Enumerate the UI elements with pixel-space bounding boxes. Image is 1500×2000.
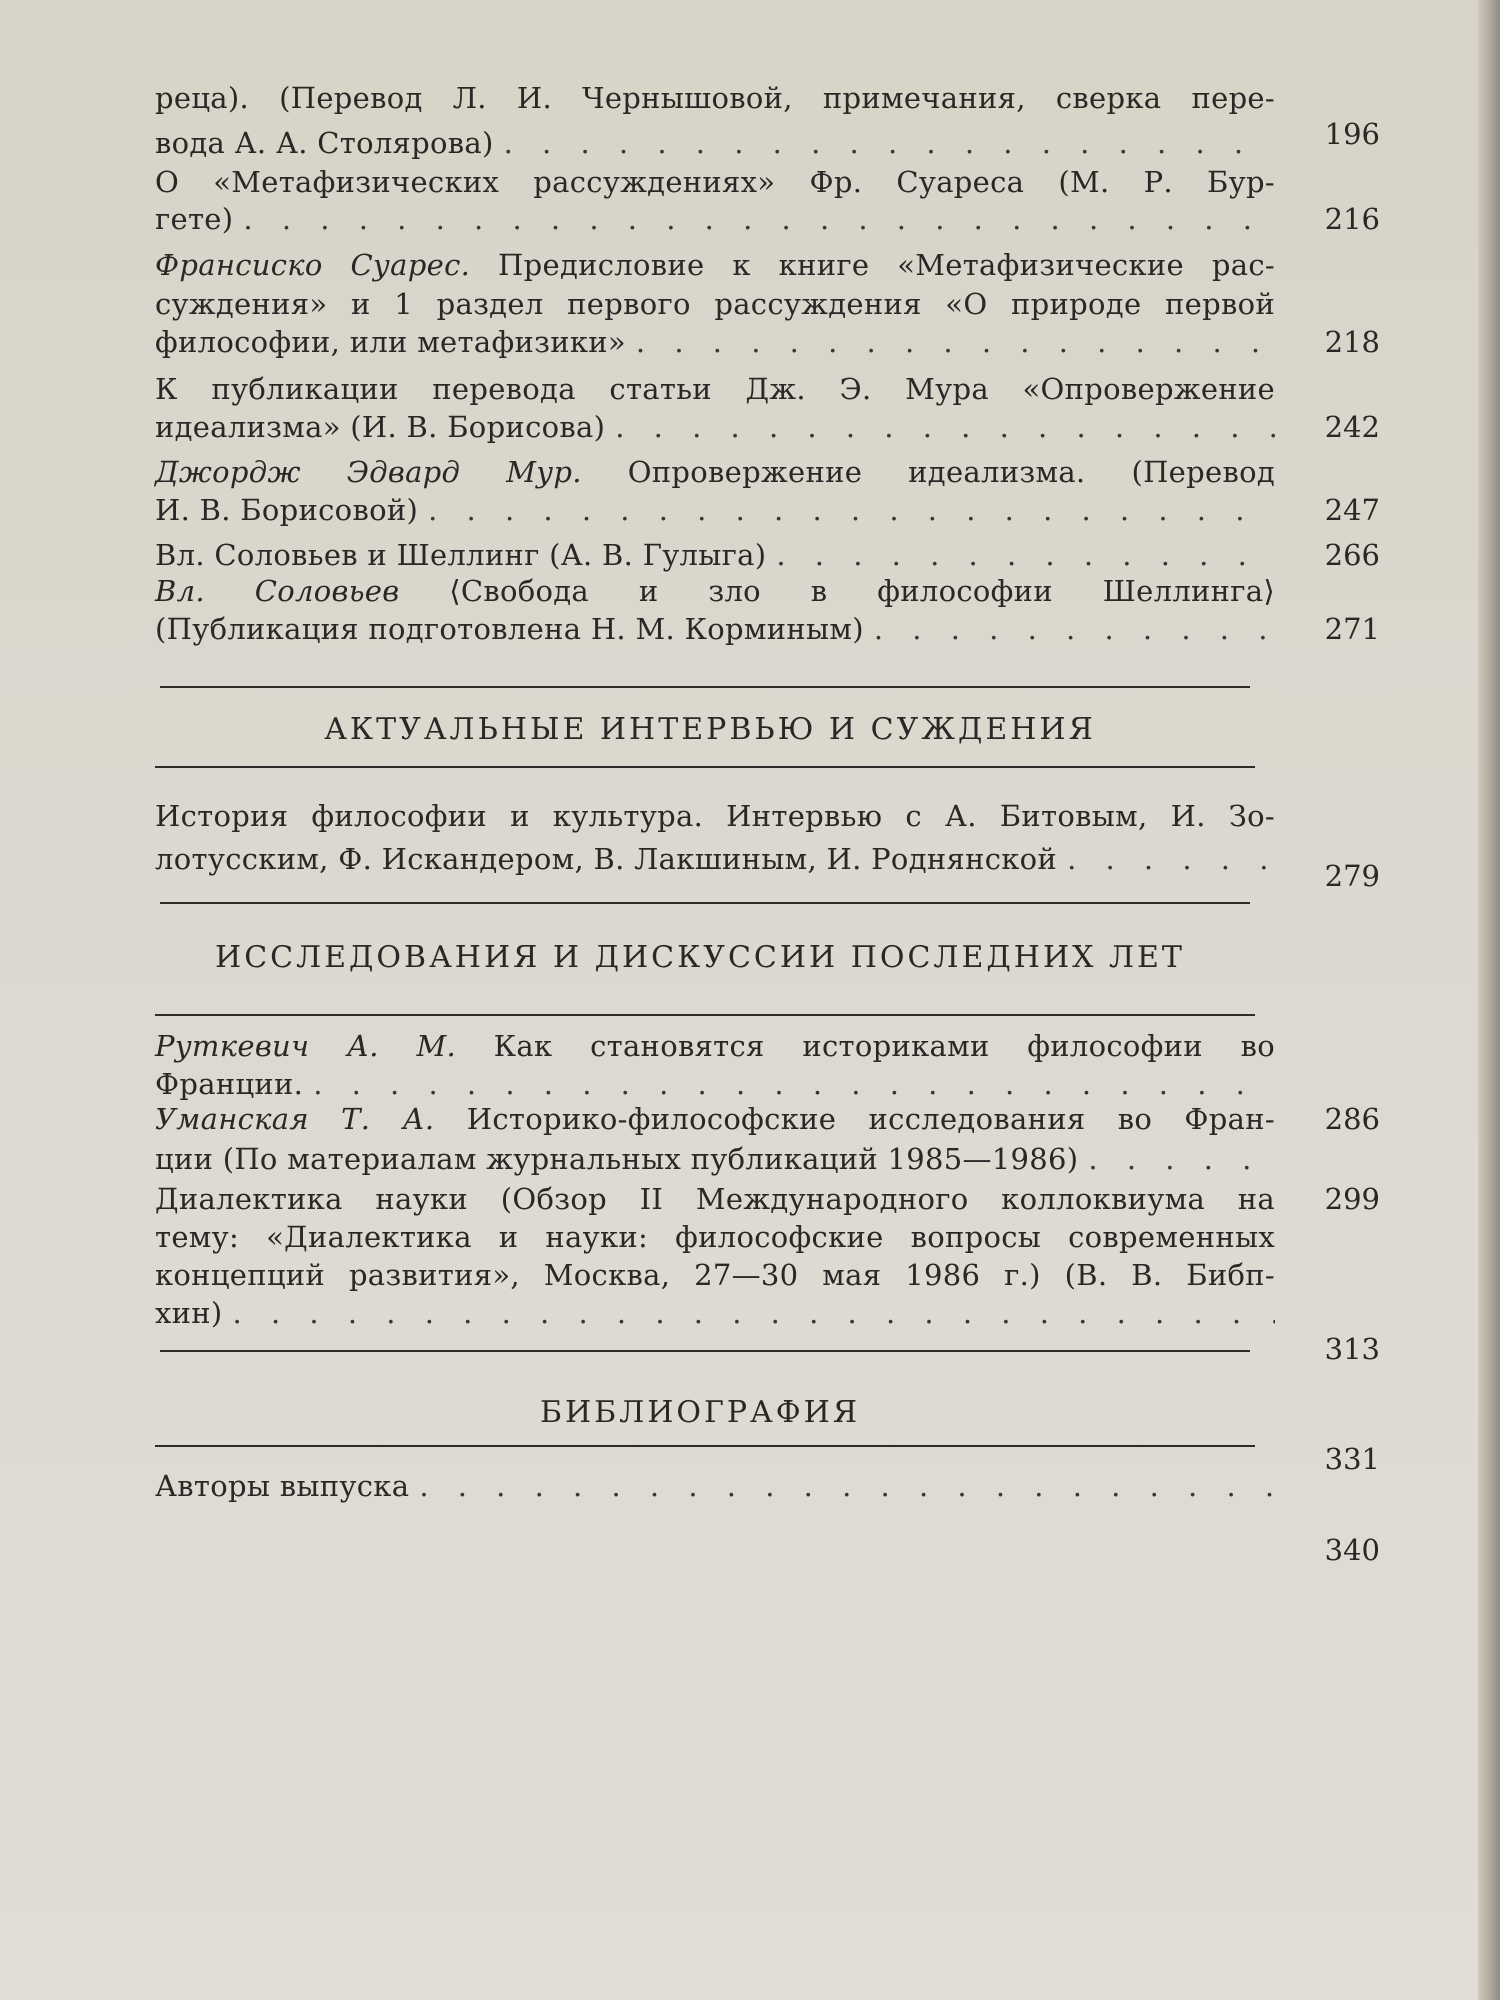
entry-author: Джордж Эдвард Мур. — [155, 455, 582, 489]
entry-line — [155, 1467, 1275, 1505]
entry-line — [155, 536, 1275, 574]
entry-text — [155, 200, 233, 238]
entry-text — [155, 455, 1275, 489]
entry-title: реца). (Перевод Л. И. Чернышовой, примечания, сверка пере- — [155, 81, 1275, 115]
entry-text — [155, 1294, 223, 1332]
entry-line — [155, 163, 1275, 201]
entry-title: История философии и культура. Интервью с А. Битовым, И. Зо- — [155, 799, 1275, 833]
entry-title: О «Метафизических рассуждениях» Фр. Суареса (М. Р. Бур- — [155, 165, 1275, 199]
entry-author: Уманская Т. А. — [155, 1102, 435, 1136]
entry-title: тему: «Диалектика и науки: философские вопросы современных — [155, 1220, 1275, 1254]
entry-line — [155, 453, 1275, 491]
entry-line — [155, 1140, 1275, 1178]
entry-line — [155, 1065, 1275, 1103]
entry-title: хин) — [155, 1296, 223, 1330]
entry-title: концепций развития», Москва, 27—30 мая 1986 г.) (В. В. Бибп- — [155, 1258, 1275, 1292]
entry-text — [155, 124, 494, 162]
dot-leader — [504, 124, 1275, 162]
section-rule-top — [160, 902, 1250, 904]
section-rule-top — [160, 1350, 1250, 1352]
dot-leader — [1067, 840, 1275, 878]
entry-line — [155, 840, 1275, 878]
entry-title: Вл. Соловьев и Шеллинг (А. В. Гулыга) — [155, 538, 767, 572]
entry-line — [155, 200, 1275, 238]
entry-text — [155, 1220, 1275, 1254]
entry-line — [155, 797, 1275, 835]
entry-line — [155, 1256, 1275, 1294]
entry-author: Руткевич А. М. — [155, 1029, 456, 1063]
entry-text — [155, 287, 1275, 321]
entry-text — [155, 1140, 1078, 1178]
entry-line — [155, 79, 1275, 117]
entry-text — [155, 840, 1057, 878]
entry-title: суждения» и 1 раздел первого рассуждения «О природе первой — [155, 287, 1275, 321]
section-rule-bottom — [155, 1014, 1255, 1016]
dot-leader — [233, 1294, 1275, 1332]
entry-line — [155, 1218, 1275, 1256]
page-number: 196 — [1324, 117, 1380, 151]
section-rule-bottom — [155, 766, 1255, 768]
entry-title: Диалектика науки (Обзор II Международного коллоквиума на — [155, 1182, 1275, 1216]
entry-title: Опровержение идеализма. (Перевод — [581, 455, 1275, 489]
entry-text — [155, 1258, 1275, 1292]
page-number: 299 — [1324, 1182, 1380, 1216]
page-number: 340 — [1324, 1533, 1380, 1567]
entry-line — [155, 124, 1275, 162]
entry-line — [155, 1180, 1275, 1218]
page-edge-shadow — [1478, 0, 1500, 2000]
entry-line — [155, 1100, 1275, 1138]
entry-text — [155, 799, 1275, 833]
entry-text — [155, 1065, 303, 1103]
entry-title: Как становятся историками философии во — [455, 1029, 1276, 1063]
section-rule-top — [160, 686, 1250, 688]
entry-line — [155, 1027, 1275, 1065]
section-heading: ИССЛЕДОВАНИЯ И ДИСКУССИИ ПОСЛЕДНИХ ЛЕТ — [215, 940, 1185, 975]
entry-line — [155, 491, 1275, 529]
entry-title: (Публикация подготовлена Н. М. Корминым) — [155, 612, 864, 646]
page-number: 286 — [1324, 1102, 1380, 1136]
entry-title: К публикации перевода статьи Дж. Э. Мура «Опровержение — [155, 372, 1275, 406]
page-number: 218 — [1324, 325, 1380, 359]
entry-text — [155, 1182, 1275, 1216]
entry-text — [155, 81, 1275, 115]
page-number: 242 — [1324, 410, 1380, 444]
dot-leader — [615, 408, 1275, 446]
entry-title: Историко-философские исследования во Фран- — [434, 1102, 1275, 1136]
entry-title: идеализма» (И. В. Борисова) — [155, 410, 606, 444]
entry-line — [155, 370, 1275, 408]
dot-leader — [243, 200, 1275, 238]
entry-title: гете) — [155, 202, 234, 236]
entry-text — [155, 491, 418, 529]
entry-text — [155, 610, 864, 648]
entry-text — [155, 408, 605, 446]
entry-title: И. В. Борисовой) — [155, 493, 419, 527]
entry-text — [155, 323, 626, 361]
page-number: 279 — [1324, 859, 1380, 893]
dot-leader — [776, 536, 1275, 574]
entry-text — [155, 165, 1275, 199]
dot-leader — [419, 1467, 1275, 1505]
entry-title: ции (По материалам журнальных публикаций 1985—1986) — [155, 1142, 1079, 1176]
entry-text — [155, 574, 1275, 608]
entry-line — [155, 572, 1275, 610]
entry-line — [155, 408, 1275, 446]
page-number: 216 — [1324, 202, 1380, 236]
entry-title: Предисловие к книге «Метафизические рас- — [470, 248, 1275, 282]
entry-title: ⟨Свобода и зло в философии Шеллинга⟩ — [399, 574, 1276, 608]
entry-title: философии, или метафизики» — [155, 325, 626, 359]
section-heading: БИБЛИОГРАФИЯ — [539, 1395, 861, 1430]
dot-leader — [428, 491, 1275, 529]
entry-title: Авторы выпуска — [155, 1469, 410, 1503]
page-number: 266 — [1324, 538, 1380, 572]
entry-line — [155, 1294, 1275, 1332]
entry-author: Вл. Соловьев — [155, 574, 400, 608]
dot-leader — [636, 323, 1275, 361]
entry-text — [155, 248, 1275, 282]
entry-line — [155, 610, 1275, 648]
entry-title: лотусским, Ф. Искандером, В. Лакшиным, И. Роднянской — [155, 842, 1058, 876]
entry-text — [155, 372, 1275, 406]
dot-leader — [1088, 1140, 1275, 1178]
entry-author: Франсиско Суарес. — [155, 248, 471, 282]
page-number: 271 — [1324, 612, 1380, 646]
entry-title: Франции. — [155, 1067, 304, 1101]
entry-line — [155, 285, 1275, 323]
section-rule-bottom — [155, 1445, 1255, 1447]
dot-leader — [313, 1065, 1275, 1103]
entry-text — [155, 1029, 1275, 1063]
page-number: 313 — [1324, 1332, 1380, 1366]
page-number: 331 — [1324, 1442, 1380, 1476]
entry-line — [155, 323, 1275, 361]
entry-text — [155, 536, 766, 574]
entry-title: вода А. А. Столярова) — [155, 126, 494, 160]
entry-text — [155, 1102, 1275, 1136]
section-heading: АКТУАЛЬНЫЕ ИНТЕРВЬЮ И СУЖДЕНИЯ — [324, 712, 1096, 747]
dot-leader — [874, 610, 1275, 648]
page-number: 247 — [1324, 493, 1380, 527]
entry-text — [155, 1467, 409, 1505]
entry-line — [155, 246, 1275, 284]
